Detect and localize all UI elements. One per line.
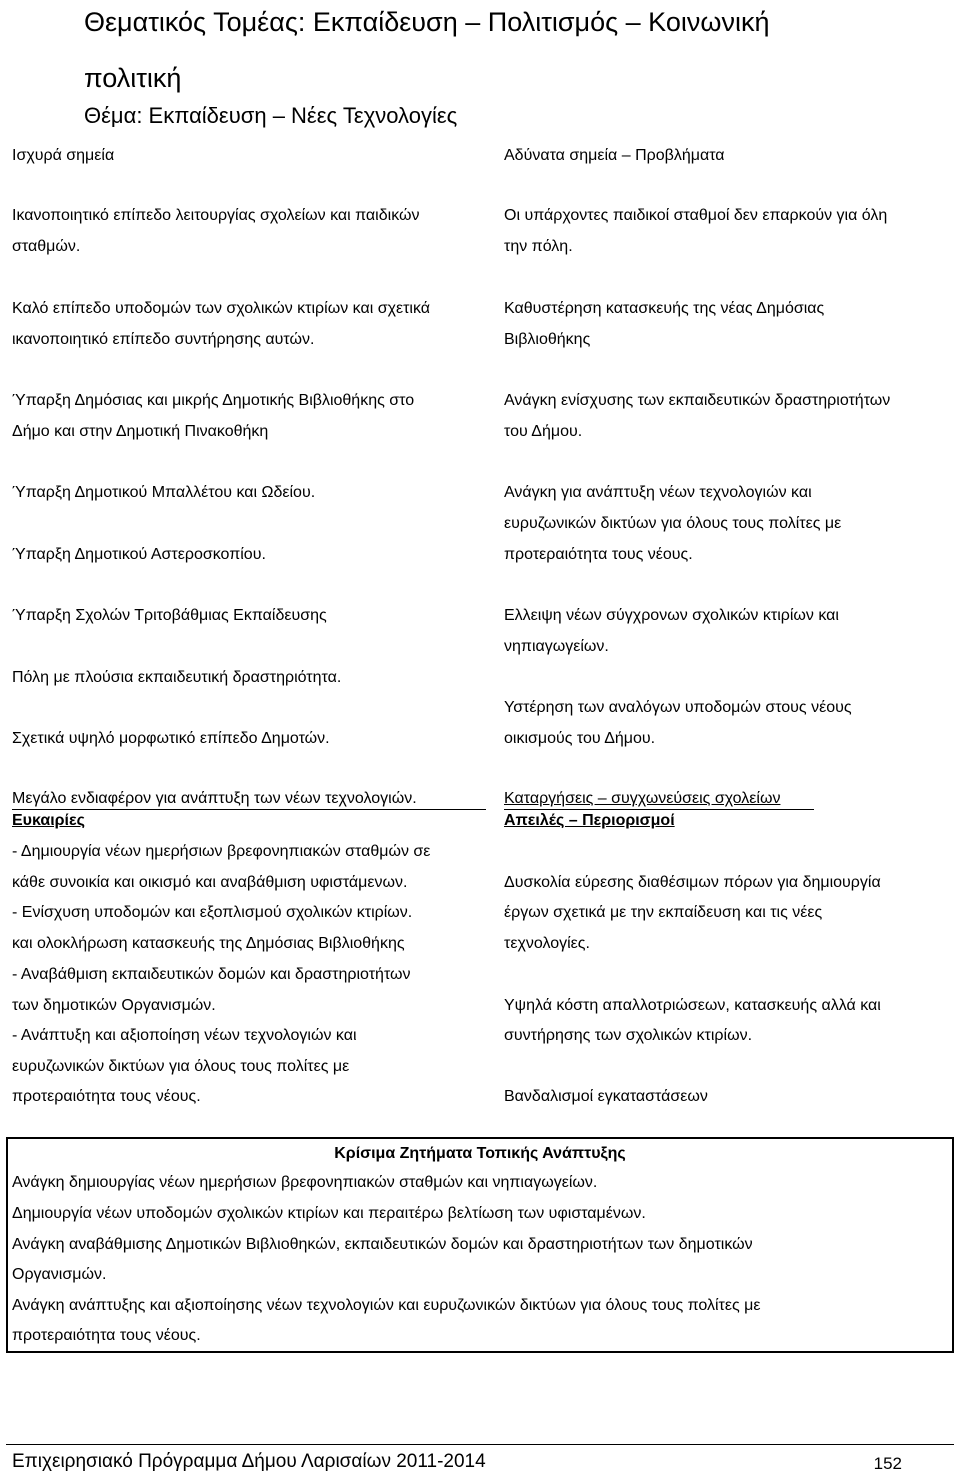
weakness-line: την πόλη. [504, 238, 573, 255]
weakness-line: Καταργήσεις – συγχωνεύσεις σχολείων [504, 790, 781, 807]
quadrant-divider [504, 809, 814, 810]
quadrant-divider [12, 809, 486, 810]
strength-line: Σχετικά υψηλό μορφωτικό επίπεδο Δημοτών. [12, 730, 330, 747]
weakness-line: Ανάγκη ενίσχυσης των εκπαιδευτικών δραστηριοτήτων [504, 392, 891, 409]
strength-line: Ύπαρξη Σχολών Τριτοβάθμιας Εκπαίδευσης [12, 607, 327, 624]
opportunity-line: κάθε συνοικία και οικισμό και αναβάθμιση υφιστάμενων. [12, 874, 408, 891]
weakness-line: Καθυστέρηση κατασκευής της νέας Δημόσιας [504, 300, 825, 317]
critical-issue-line: Οργανισμών. [12, 1266, 107, 1283]
critical-issue-line: Δημιουργία νέων υποδομών σχολικών κτιρίων και περαιτέρω βελτίωση των υφισταμένων. [12, 1205, 646, 1222]
weakness-line: Ελλειψη νέων σύγχρονων σχολικών κτιρίων και [504, 607, 839, 624]
page-subtitle: Θέμα: Εκπαίδευση – Νέες Τεχνολογίες [84, 103, 458, 128]
weakness-line: Υστέρηση των αναλόγων υποδομών στους νέους [504, 699, 852, 716]
weakness-line: οικισμούς του Δήμου. [504, 730, 656, 747]
opportunity-line: - Δημιουργία νέων ημερήσιων βρεφονηπιακών σταθμών σε [12, 843, 431, 860]
page-title-line-2: πολιτική [84, 63, 182, 93]
threat-line: συντήρησης των σχολικών κτιρίων. [504, 1027, 753, 1044]
opportunity-line: - Ανάπτυξη και αξιοποίηση νέων τεχνολογιών και [12, 1027, 357, 1044]
box-left-border [6, 1137, 8, 1353]
box-bottom-border [6, 1351, 954, 1353]
critical-issue-line: προτεραιότητα τους νέους. [12, 1327, 201, 1344]
page-title-line-1: Θεματικός Τομέας: Εκπαίδευση – Πολιτισμός – Κοινωνική [84, 7, 770, 37]
critical-issue-line: Ανάγκη ανάπτυξης και αξιοποίησης νέων τεχνολογιών και ευρυζωνικών δικτύων για όλους τους πολίτες με [12, 1297, 761, 1314]
strength-line: Ύπαρξη Δημοτικού Αστεροσκοπίου. [12, 546, 266, 563]
page-title [84, 0, 914, 100]
strength-line: Πόλη με πλούσια εκπαιδευτική δραστηριότητα. [12, 669, 342, 686]
threats-heading: Απειλές – Περιορισμοί [504, 812, 675, 829]
strength-line: Ικανοποιητικό επίπεδο λειτουργίας σχολείων και παιδικών [12, 207, 420, 224]
weakness-line: του Δήμου. [504, 423, 583, 440]
page-number: 152 [873, 1454, 902, 1473]
strength-line: Ύπαρξη Δημοτικού Μπαλλέτου και Ωδείου. [12, 484, 316, 501]
threat-line: τεχνολογίες. [504, 935, 590, 952]
strength-line: Ύπαρξη Δημόσιας και μικρής Δημοτικής Βιβλιοθήκης στο [12, 392, 415, 409]
weakness-line: Ανάγκη για ανάπτυξη νέων τεχνολογιών και [504, 484, 812, 501]
threat-line: Βανδαλισμοί εγκαταστάσεων [504, 1088, 708, 1105]
footer-rule [6, 1444, 954, 1445]
critical-issue-line: Ανάγκη δημιουργίας νέων ημερήσιων βρεφονηπιακών σταθμών και νηπιαγωγείων. [12, 1174, 598, 1191]
box-right-border [952, 1137, 954, 1353]
threat-line: Δυσκολία εύρεσης διαθέσιμων πόρων για δημιουργία [504, 874, 881, 891]
opportunity-line: - Αναβάθμιση εκπαιδευτικών δομών και δραστηριοτήτων [12, 966, 411, 983]
strength-line: ικανοποιητικό επίπεδο συντήρησης αυτών. [12, 331, 315, 348]
weaknesses-heading: Αδύνατα σημεία – Προβλήματα [504, 147, 725, 164]
opportunity-line: και ολοκλήρωση κατασκευής της Δημόσιας Βιβλιοθήκης [12, 935, 405, 952]
opportunity-line: προτεραιότητα τους νέους. [12, 1088, 201, 1105]
strength-line: Μεγάλο ενδιαφέρον για ανάπτυξη των νέων τεχνολογιών. [12, 790, 417, 807]
opportunity-line: - Ενίσχυση υποδομών και εξοπλισμού σχολικών κτιρίων. [12, 904, 413, 921]
box-top-border [6, 1137, 954, 1139]
weakness-line: Βιβλιοθήκης [504, 331, 591, 348]
weakness-line: νηπιαγωγείων. [504, 638, 609, 655]
threat-line: έργων σχετικά με την εκπαίδευση και τις νέες [504, 904, 823, 921]
opportunity-line: των δημοτικών Οργανισμών. [12, 997, 216, 1014]
footer-text: Επιχειρησιακό Πρόγραμμα Δήμου Λαρισαίων 2011-2014 [12, 1451, 486, 1472]
weakness-line: ευρυζωνικών δικτύων για όλους τους πολίτες με [504, 515, 842, 532]
threat-line: Υψηλά κόστη απαλλοτριώσεων, κατασκευής αλλά και [504, 997, 881, 1014]
opportunities-heading: Ευκαιρίες [12, 812, 85, 829]
strength-line: σταθμών. [12, 238, 81, 255]
strengths-heading: Ισχυρά σημεία [12, 147, 115, 164]
weakness-line: προτεραιότητα τους νέους. [504, 546, 693, 563]
strength-line: Καλό επίπεδο υποδομών των σχολικών κτιρίων και σχετικά [12, 300, 431, 317]
strength-line: Δήμο και στην Δημοτική Πινακοθήκη [12, 423, 269, 440]
opportunity-line: ευρυζωνικών δικτύων για όλους τους πολίτες με [12, 1058, 350, 1075]
critical-issue-line: Ανάγκη αναβάθμισης Δημοτικών Βιβλιοθηκών, εκπαιδευτικών δομών και δραστηριοτήτων των δημοτικών [12, 1236, 753, 1253]
critical-issues-heading: Κρίσιμα Ζητήματα Τοπικής Ανάπτυξης [334, 1145, 626, 1162]
weakness-line: Οι υπάρχοντες παιδικοί σταθμοί δεν επαρκούν για όλη [504, 207, 888, 224]
